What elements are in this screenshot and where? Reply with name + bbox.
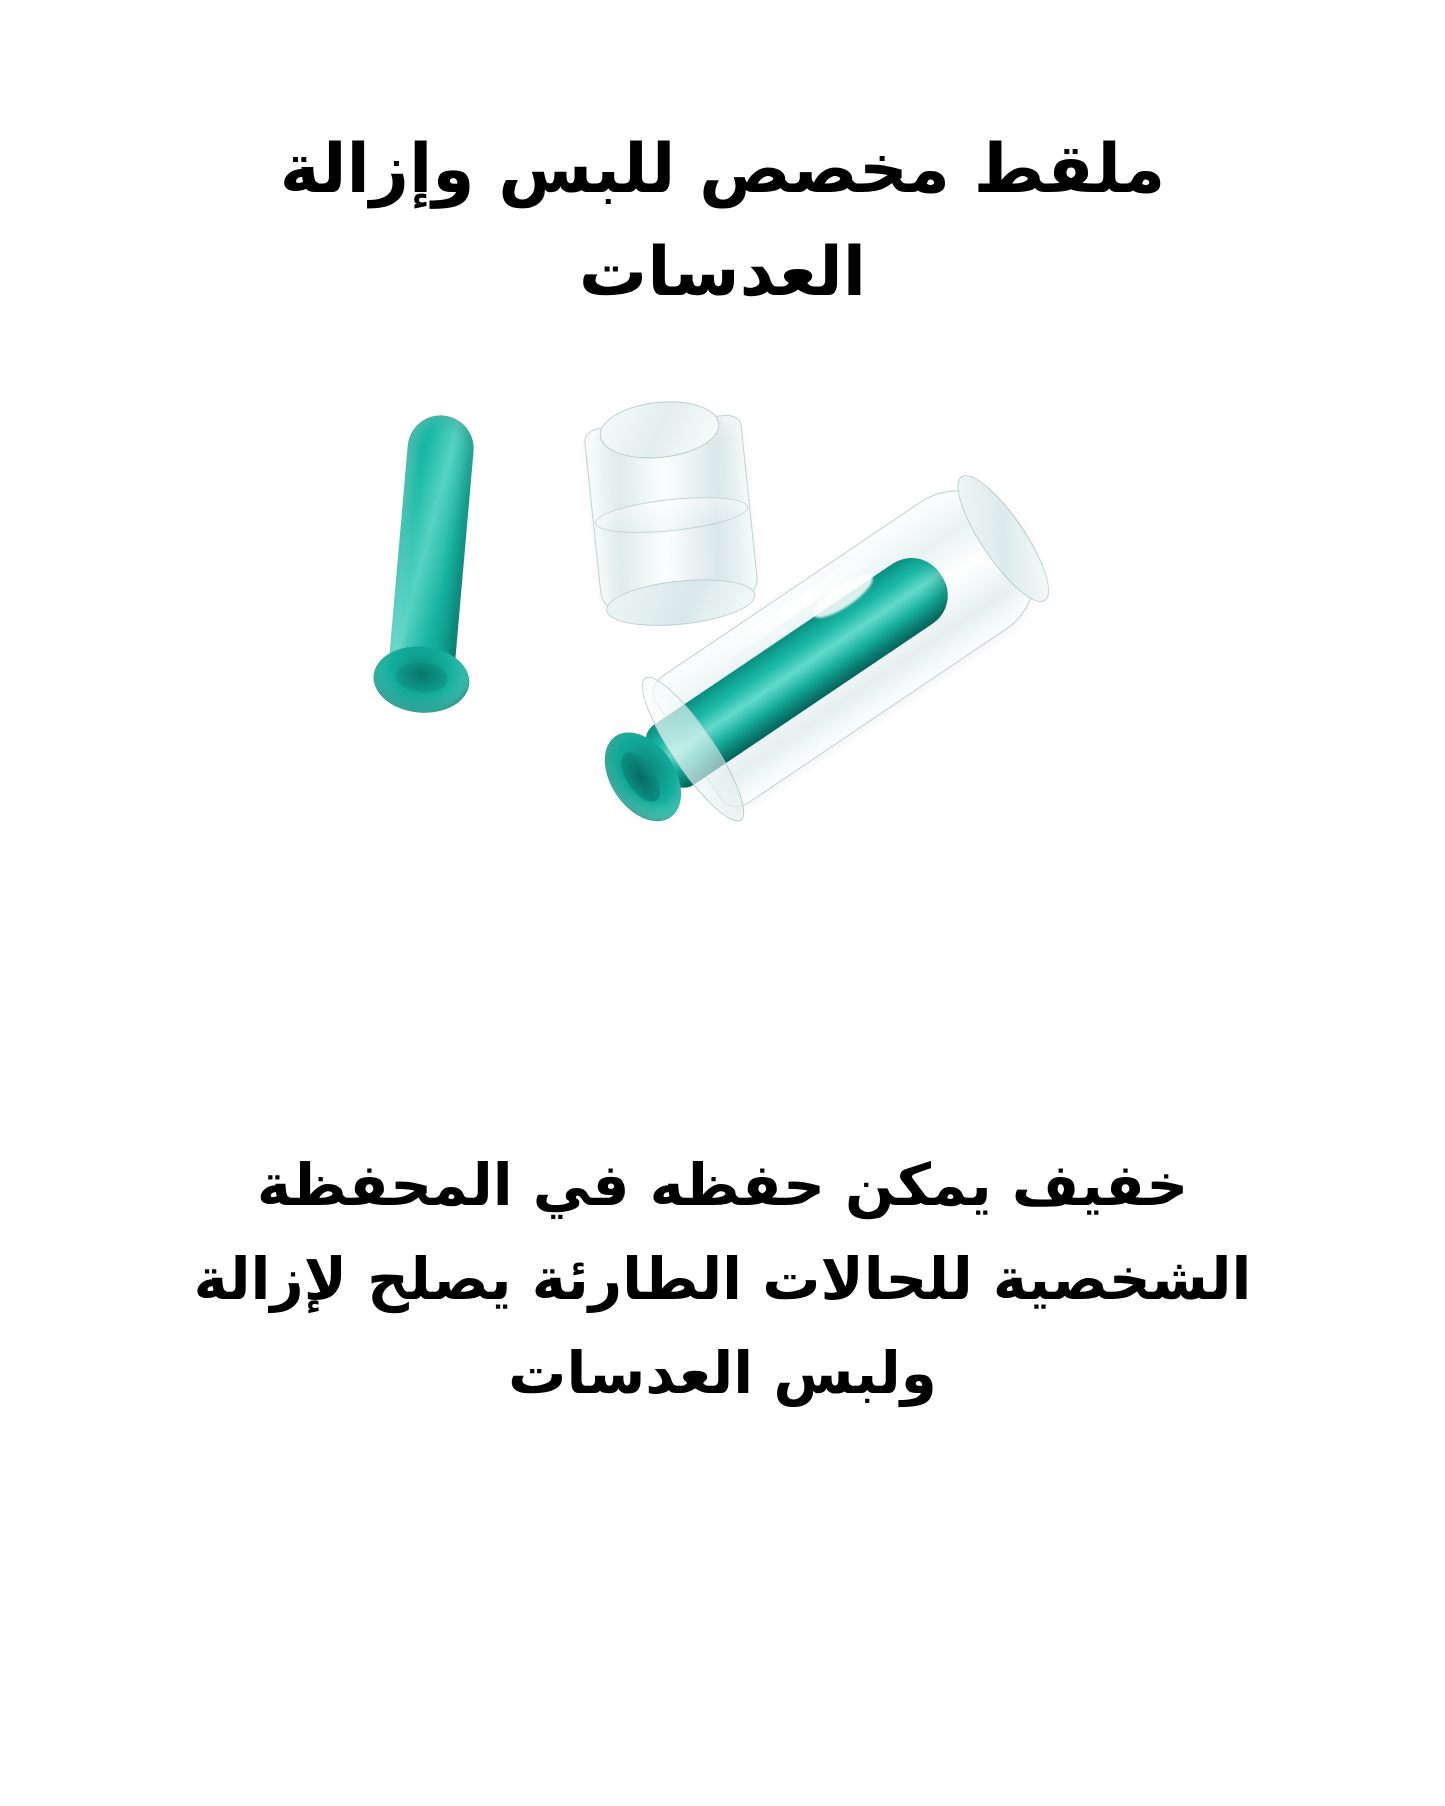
page-title: ملقط مخصص للبس وإزالة العدسات	[279, 130, 1166, 313]
product-photo	[0, 403, 1445, 1043]
plunger-shaft	[388, 412, 476, 675]
plunger-loose-icon	[370, 411, 493, 728]
product-photo-stage	[0, 403, 1445, 1043]
product-description: خفيف يمكن حفظه في المحفظة الشخصية للحالات الطارئة يصلح لإزالة ولبس العدسات	[193, 1150, 1252, 1407]
